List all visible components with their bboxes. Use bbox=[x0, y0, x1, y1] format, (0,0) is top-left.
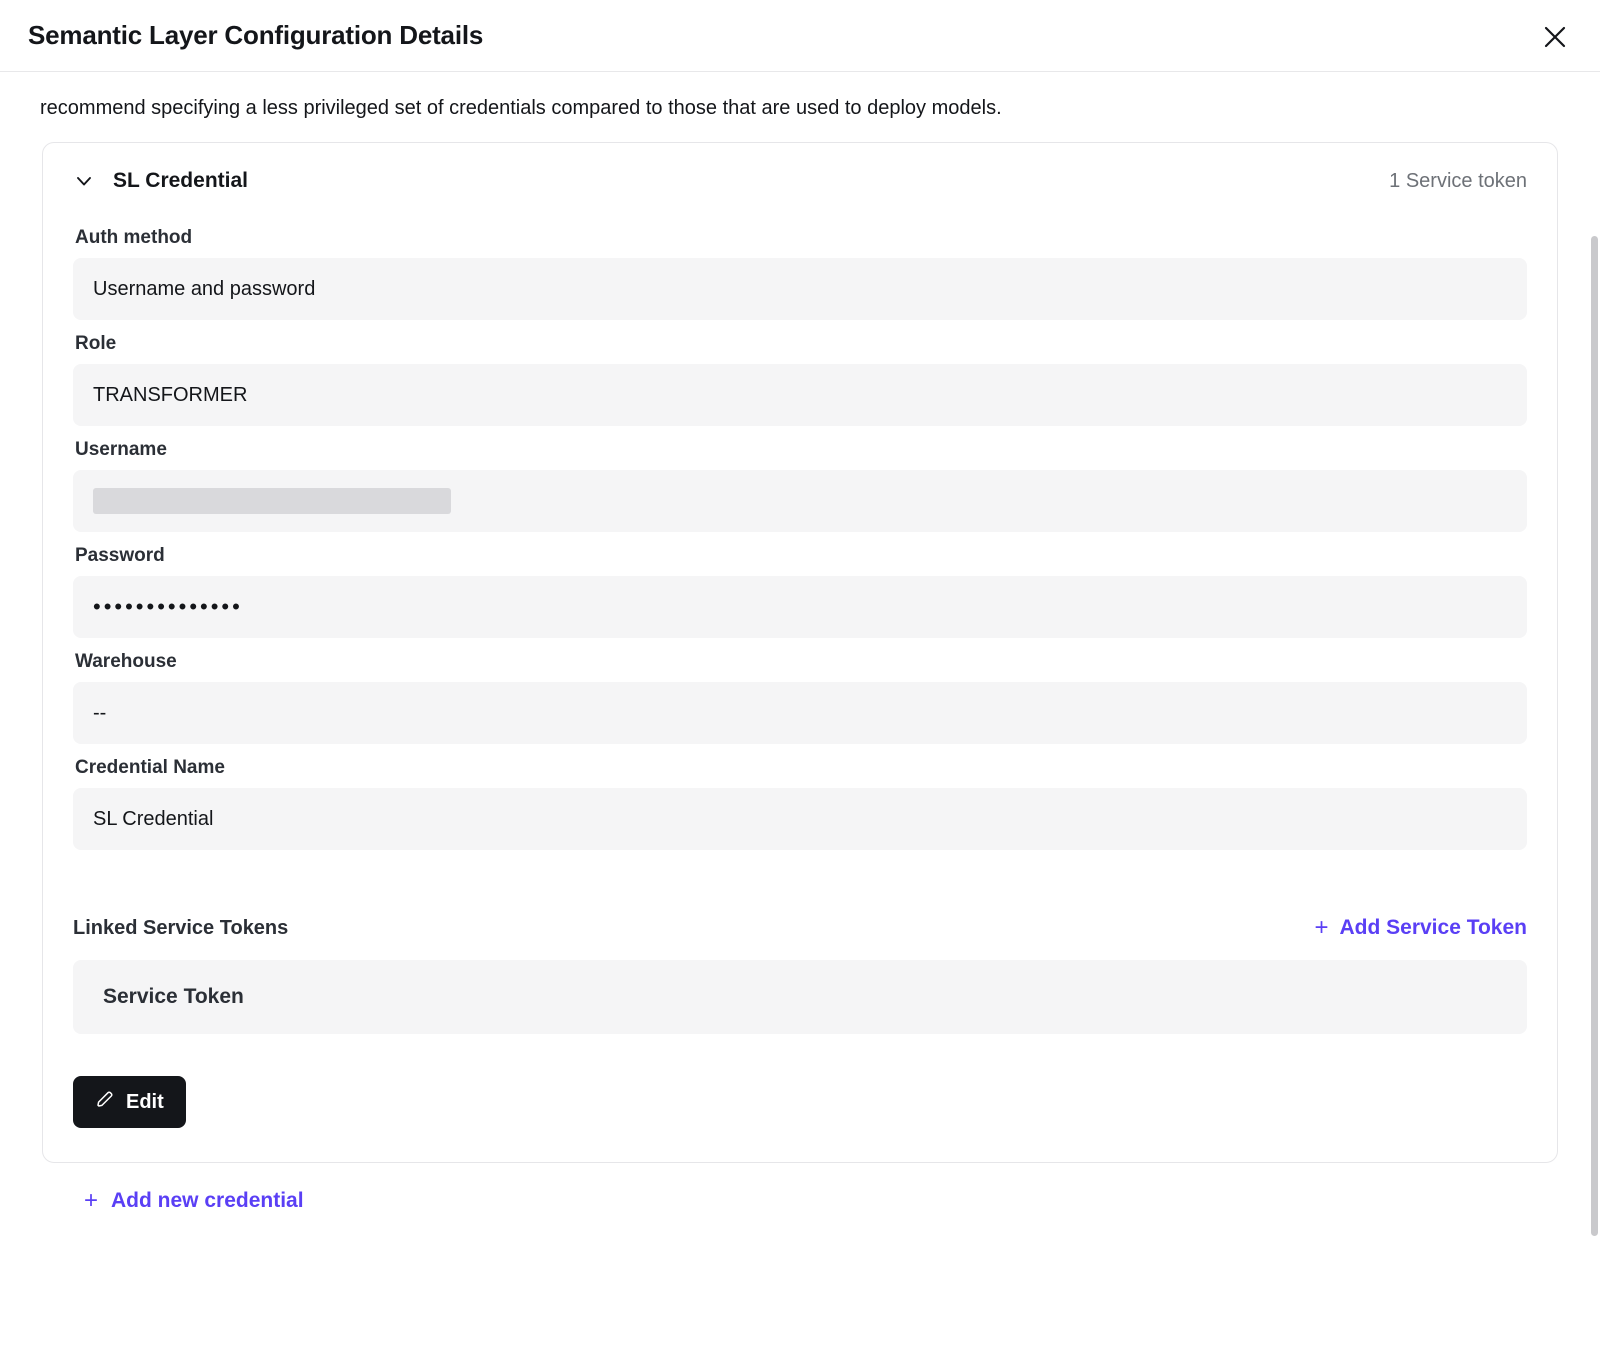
field-auth-method bbox=[73, 227, 1527, 320]
credential-card bbox=[42, 142, 1558, 1163]
field-value-credential-name: SL Credential bbox=[73, 788, 1527, 850]
field-value-username bbox=[73, 470, 1527, 532]
close-icon[interactable] bbox=[1536, 18, 1574, 56]
service-token-name: Service Token bbox=[103, 985, 244, 1008]
edit-button-label: Edit bbox=[126, 1090, 164, 1113]
field-value-role: TRANSFORMER bbox=[73, 364, 1527, 426]
field-warehouse bbox=[73, 651, 1527, 744]
add-service-token-label: Add Service Token bbox=[1339, 916, 1527, 939]
field-username bbox=[73, 439, 1527, 532]
modal-header bbox=[0, 0, 1600, 72]
plus-icon: + bbox=[84, 1187, 99, 1214]
edit-button[interactable] bbox=[73, 1076, 186, 1128]
add-new-credential-label: Add new credential bbox=[111, 1189, 304, 1212]
scrollbar-thumb[interactable] bbox=[1591, 236, 1598, 1236]
add-service-token-button[interactable] bbox=[1314, 916, 1527, 940]
modal-body bbox=[0, 94, 1600, 1213]
plus-icon: + bbox=[1314, 914, 1329, 941]
credential-name: SL Credential bbox=[113, 169, 248, 192]
field-label: Username bbox=[75, 439, 167, 460]
field-value-password: •••••••••••••• bbox=[73, 576, 1527, 638]
field-credential-name bbox=[73, 757, 1527, 850]
field-password bbox=[73, 545, 1527, 638]
chevron-down-icon[interactable] bbox=[73, 170, 95, 192]
add-new-credential-button[interactable] bbox=[84, 1189, 304, 1213]
field-label: Password bbox=[75, 545, 165, 566]
field-label: Role bbox=[75, 333, 117, 354]
field-label: Auth method bbox=[75, 227, 193, 248]
list-item[interactable] bbox=[73, 960, 1527, 1034]
page-title: Semantic Layer Configuration Details bbox=[28, 20, 484, 50]
field-label: Warehouse bbox=[75, 651, 177, 672]
redacted-value bbox=[93, 488, 451, 514]
credential-card-header-left bbox=[73, 169, 248, 193]
service-token-count: 1 Service token bbox=[1389, 169, 1527, 192]
field-label: Credential Name bbox=[75, 757, 225, 778]
linked-service-tokens-title: Linked Service Tokens bbox=[73, 916, 289, 939]
field-role bbox=[73, 333, 1527, 426]
linked-service-tokens-header bbox=[73, 916, 1527, 940]
field-value-auth-method: Username and password bbox=[73, 258, 1527, 320]
pencil-icon bbox=[95, 1089, 115, 1115]
intro-text: recommend specifying a less privileged set of credentials compared to those that are used to deploy models. bbox=[40, 97, 1002, 119]
credential-card-header bbox=[73, 169, 1527, 193]
field-value-warehouse: -- bbox=[73, 682, 1527, 744]
